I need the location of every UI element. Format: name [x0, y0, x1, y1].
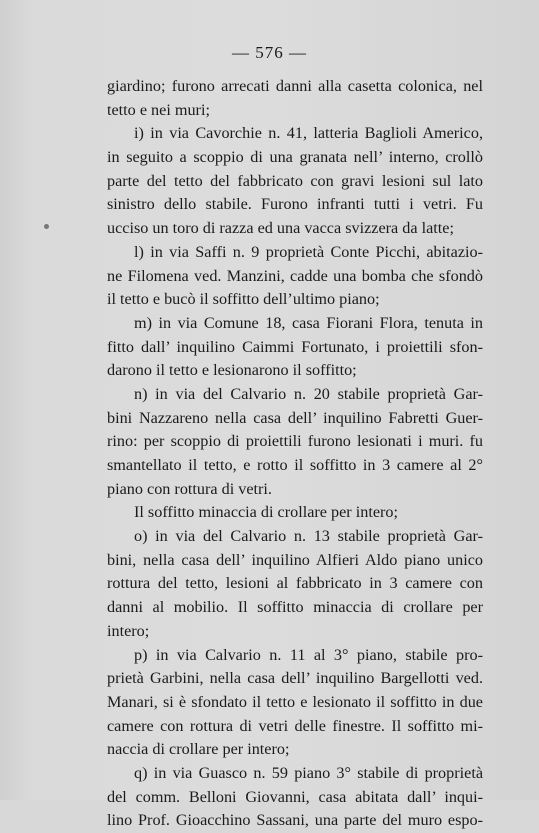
paper-spot	[44, 224, 49, 229]
text-line: del comm. Belloni Giovanni, casa abitata dall’ inqui-	[107, 787, 483, 806]
body-text	[107, 75, 483, 833]
text-line: parte del tetto del fabbricato con gravi lesioni sul lato	[107, 171, 483, 190]
text-line: m) in via Comune 18, casa Fiorani Flora, tenuta in	[134, 313, 483, 332]
text-line: rino: per scoppio di proiettili furono lesionati i muri. fu	[107, 432, 483, 451]
text-line: lino Prof. Gioacchino Sassani, una parte del muro espo-	[107, 811, 483, 830]
text-line: camere con rottura di vetri delle finestre. Il soffitto mi-	[107, 716, 483, 735]
text-line: n) in via del Calvario n. 20 stabile proprietà Gar-	[134, 384, 483, 403]
text-line: il tetto e bucò il soffitto dell’ultimo piano;	[107, 290, 380, 309]
text-line: o) in via del Calvario n. 13 stabile proprietà Gar-	[134, 527, 483, 546]
text-line: darono il tetto e lesionarono il soffitto;	[107, 361, 357, 380]
page-number: — 576 —	[232, 43, 307, 62]
text-line: ne Filomena ved. Manzini, cadde una bomba che sfondò	[107, 266, 483, 285]
text-line: q) in via Guasco n. 59 piano 3° stabile di proprietà	[134, 763, 483, 782]
text-line: Il soffitto minaccia di crollare per intero;	[134, 503, 398, 522]
text-line: p) in via Calvario n. 11 al 3° piano, stabile pro-	[134, 645, 483, 664]
text-line: giardino; furono arrecati danni alla casetta colonica, nel	[107, 77, 483, 95]
text-line: sinistro dello stabile. Furono infranti tutti i vetri. Fu	[107, 195, 483, 214]
text-line: bini Nazzareno nella casa dell’ inquilino Fabretti Guer-	[107, 408, 483, 427]
text-line: l) in via Saffi n. 9 proprietà Conte Picchi, abitazio-	[134, 242, 483, 261]
text-line: danni al mobilio. Il soffitto minaccia di crollare per	[107, 598, 483, 617]
text-line: i) in via Cavorchie n. 41, latteria Baglioli Americo,	[134, 124, 483, 143]
text-line: ucciso un toro di razza ed una vacca svizzera da latte;	[107, 219, 454, 238]
text-line: fitto dall’ inquilino Caimmi Fortunato, i proiettili sfon-	[107, 337, 483, 356]
text-line: tetto e nei muri;	[107, 100, 210, 119]
text-line: bini, nella casa dell’ inquilino Alfieri Aldo piano unico	[107, 550, 483, 569]
text-line: piano con rottura di vetri.	[107, 479, 272, 498]
text-line: smantellato il tetto, e rotto il soffitto in 3 camere al 2°	[107, 456, 483, 474]
text-line: in seguito a scoppio di una granata nell’ interno, crollò	[107, 148, 483, 167]
text-line: naccia di crollare per intero;	[107, 740, 290, 759]
text-line: intero;	[107, 621, 150, 640]
text-line: prietà Garbini, nella casa dell’ inquilino Bargellotti ved.	[107, 669, 483, 688]
text-line: rottura del tetto, lesioni al fabbricato in 3 camere con	[107, 574, 483, 593]
text-line: Manari, si è sfondato il tetto e lesionato il soffitto in due	[107, 692, 483, 711]
